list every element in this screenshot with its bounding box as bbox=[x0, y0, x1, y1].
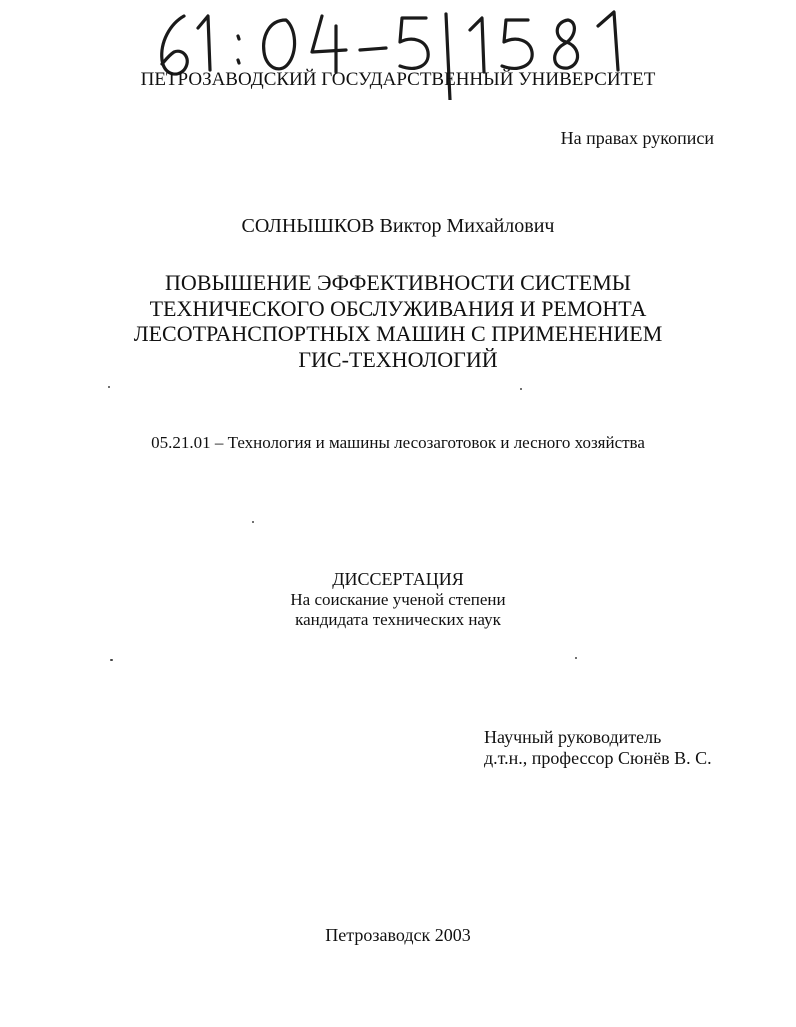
title-line: ТЕХНИЧЕСКОГО ОБСЛУЖИВАНИЯ И РЕМОНТА bbox=[149, 296, 647, 321]
title-line: ГИС-ТЕХНОЛОГИЙ bbox=[298, 347, 498, 372]
specialty-code: 05.21.01 – Технология и машины лесозаготовок и лесного хозяйства bbox=[151, 433, 645, 452]
degree-line-2: кандидата технических наук bbox=[295, 610, 501, 629]
university-name: ПЕТРОЗАВОДСКИЙ ГОСУДАРСТВЕННЫЙ УНИВЕРСИТЕТ bbox=[140, 69, 656, 90]
title-line: ПОВЫШЕНИЕ ЭФФЕКТИВНОСТИ СИСТЕМЫ bbox=[165, 270, 631, 295]
scan-speck bbox=[108, 386, 110, 388]
work-type-heading: ДИССЕРТАЦИЯ bbox=[332, 569, 464, 589]
scan-speck bbox=[575, 657, 577, 659]
degree-line-1: На соискание ученой степени bbox=[290, 590, 506, 609]
scan-speck bbox=[252, 521, 254, 523]
place-and-year: Петрозаводск 2003 bbox=[325, 925, 471, 945]
author-given-names: Виктор Михайлович bbox=[379, 215, 555, 237]
supervisor-label: Научный руководитель bbox=[484, 727, 662, 747]
manuscript-rights-note: На правах рукописи bbox=[560, 128, 714, 148]
supervisor-name: д.т.н., профессор Сюнёв В. С. bbox=[484, 748, 712, 768]
author-name bbox=[0, 216, 796, 236]
scan-speck bbox=[110, 659, 113, 661]
author-surname: СОЛНЫШКОВ bbox=[241, 215, 375, 237]
scan-speck bbox=[520, 388, 522, 390]
title-line: ЛЕСОТРАНСПОРТНЫХ МАШИН С ПРИМЕНЕНИЕМ bbox=[133, 321, 663, 346]
